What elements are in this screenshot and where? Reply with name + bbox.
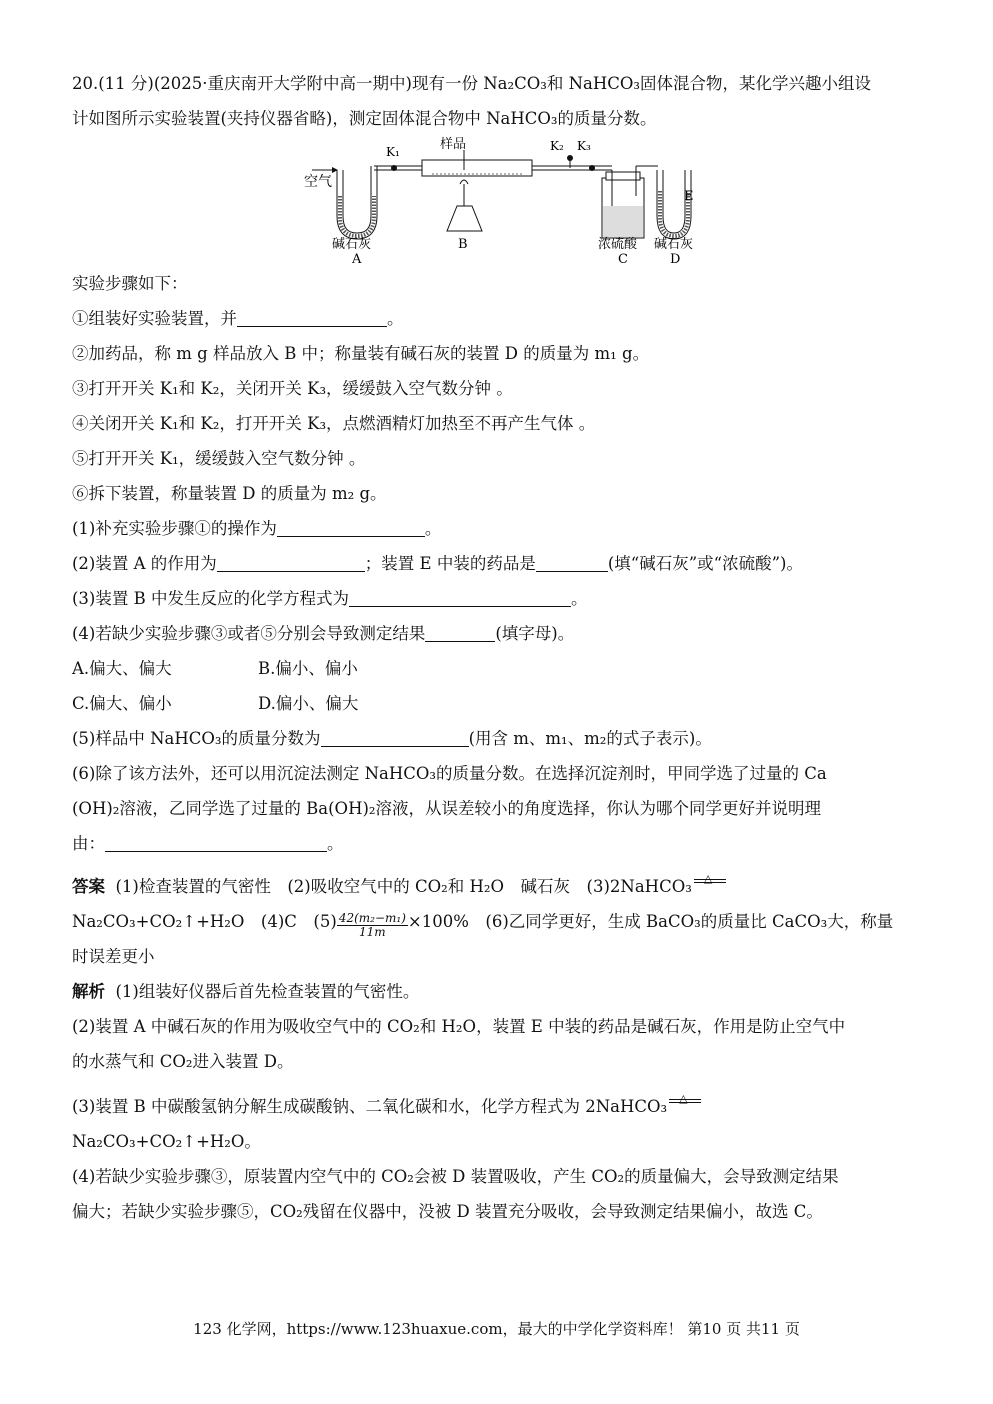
analysis-label: 解析 xyxy=(72,982,105,1001)
apparatus-diagram xyxy=(302,136,702,266)
q3-blank[interactable] xyxy=(349,588,571,607)
analysis-p4-line1: (4)若缺少实验步骤③，原装置内空气中的 CO₂会被 D 装置吸收，产生 CO₂的质量偏大，会导致测定结果 xyxy=(72,1167,839,1186)
q2-blank-2[interactable] xyxy=(536,553,608,572)
question-6-line2: (OH)₂溶液，乙同学选了过量的 Ba(OH)₂溶液，从误差较小的角度选择，你认为哪个同学更好并说明理 xyxy=(72,799,822,818)
step-4: ④关闭开关 K₁和 K₂，打开开关 K₃，点燃酒精灯加热至不再产生气体 。 xyxy=(72,414,596,433)
question-2: (2)装置 A 的作用为 ；装置 E 中装的药品是 (填“碱石灰”或“浓硫酸”)。 xyxy=(72,554,803,573)
q2-blank-1[interactable] xyxy=(217,553,365,572)
option-c[interactable]: C.偏大、偏小 xyxy=(72,694,172,713)
c-label: C xyxy=(618,252,628,266)
d-label: D xyxy=(670,252,681,266)
question-3: (3)装置 B 中发生反应的化学方程式为 。 xyxy=(72,589,588,608)
air-label: 空气 xyxy=(304,174,332,190)
analysis-p3-line2: Na₂CO₃+CO₂↑+H₂O。 xyxy=(72,1132,261,1151)
page-footer: 123 化学网，https://www.123huaxue.com，最大的中学化学资料库！ 第10 页 共11 页 xyxy=(193,1320,800,1338)
option-b[interactable]: B.偏小、偏小 xyxy=(258,659,358,678)
question-6-line1: (6)除了该方法外，还可以用沉淀法测定 NaHCO₃的质量分数。在选择沉淀剂时，甲同学选了过量的 Ca xyxy=(72,764,827,783)
question-1: (1)补充实验步骤①的操作为 。 xyxy=(72,519,442,538)
steps-title: 实验步骤如下： xyxy=(72,274,188,293)
heat-symbol: △ xyxy=(692,877,728,899)
k2-label: K₂ xyxy=(550,139,564,153)
b-label: B xyxy=(458,237,468,252)
answer-line3: 时误差更小 xyxy=(72,947,155,966)
question-4: (4)若缺少实验步骤③或者⑤分别会导致测定结果 (填字母)。 xyxy=(72,624,575,643)
analysis-p2-line2: 的水蒸气和 CO₂进入装置 D。 xyxy=(72,1052,294,1071)
a-reagent-label: 碱石灰 xyxy=(332,237,372,252)
question-6-line3: 由： 。 xyxy=(72,834,344,853)
q4-blank[interactable] xyxy=(425,623,495,642)
analysis-p1: 解析 (1)组装好仪器后首先检查装置的气密性。 xyxy=(72,982,420,1001)
answer-label: 答案 xyxy=(72,877,105,896)
answer-fraction: $\frac{\text{42(m₂−m₁)}}{11m}$ xyxy=(338,911,406,939)
k1-label: K₁ xyxy=(386,145,400,159)
step-5: ⑤打开开关 K₁，缓缓鼓入空气数分钟 。 xyxy=(72,449,366,468)
step-3: ③打开开关 K₁和 K₂，关闭开关 K₃，缓缓鼓入空气数分钟 。 xyxy=(72,379,513,398)
option-d[interactable]: D.偏小、偏大 xyxy=(258,694,359,713)
analysis-p3-line1: (3)装置 B 中碳酸氢钠分解生成碳酸钠、二氧化碳和水，化学方程式为 2NaHCO₃ △ xyxy=(72,1089,920,1124)
question-header-1: 20.(11 分)(2025·重庆南开大学附中高一期中)现有一份 Na₂CO₃和 NaHCO₃固体混合物，某化学兴趣小组设 xyxy=(72,74,872,93)
heat-symbol-2: △ xyxy=(667,1097,703,1119)
question-header-2: 计如图所示实验装置(夹持仪器省略)，测定固体混合物中 NaHCO₃的质量分数。 xyxy=(72,109,657,128)
document-body xyxy=(72,66,920,1229)
e-label: E xyxy=(684,189,694,204)
analysis-p4-line2: 偏大；若缺少实验步骤⑤，CO₂残留在仪器中，没被 D 装置充分吸收，会导致测定结果偏小，故选 C。 xyxy=(72,1202,823,1221)
q5-blank[interactable] xyxy=(321,728,469,747)
analysis-p2-line1: (2)装置 A 中碱石灰的作用为吸收空气中的 CO₂和 H₂O，装置 E 中装的药品是碱石灰，作用是防止空气中 xyxy=(72,1017,846,1036)
step-6: ⑥拆下装置，称量装置 D 的质量为 m₂ g。 xyxy=(72,484,387,503)
step-1: ①组装好实验装置，并 。 xyxy=(72,309,404,328)
q6-blank[interactable] xyxy=(105,833,327,852)
sample-label: 样品 xyxy=(440,137,467,152)
answer-line1: 答案 (1)检查装置的气密性 (2)吸收空气中的 CO₂和 H₂O 碱石灰 (3)2NaHCO₃ △ xyxy=(72,869,920,904)
options-cd xyxy=(72,686,920,721)
c-reagent-label: 浓硫酸 xyxy=(598,237,638,252)
a-label: A xyxy=(352,252,362,266)
question-5: (5)样品中 NaHCO₃的质量分数为 (用含 m、m₁、m₂的式子表示)。 xyxy=(72,729,712,748)
step1-blank[interactable] xyxy=(237,308,387,327)
options-ab xyxy=(72,651,920,686)
option-a[interactable]: A.偏大、偏大 xyxy=(72,659,172,678)
q1-blank[interactable] xyxy=(277,518,425,537)
answer-line2: Na₂CO₃+CO₂↑+H₂O (4)C (5) $\frac{\text{42(m₂−m₁)}}{11m}$ ×100% (6)乙同学更好，生成 BaCO₃的质量比 CaCO₃大，称量 xyxy=(72,911,894,939)
k3-label: K₃ xyxy=(577,139,591,153)
step-2: ②加药品，称 m g 样品放入 B 中；称量装有碱石灰的装置 D 的质量为 m₁ g。 xyxy=(72,344,650,363)
d-reagent-label: 碱石灰 xyxy=(654,237,694,252)
